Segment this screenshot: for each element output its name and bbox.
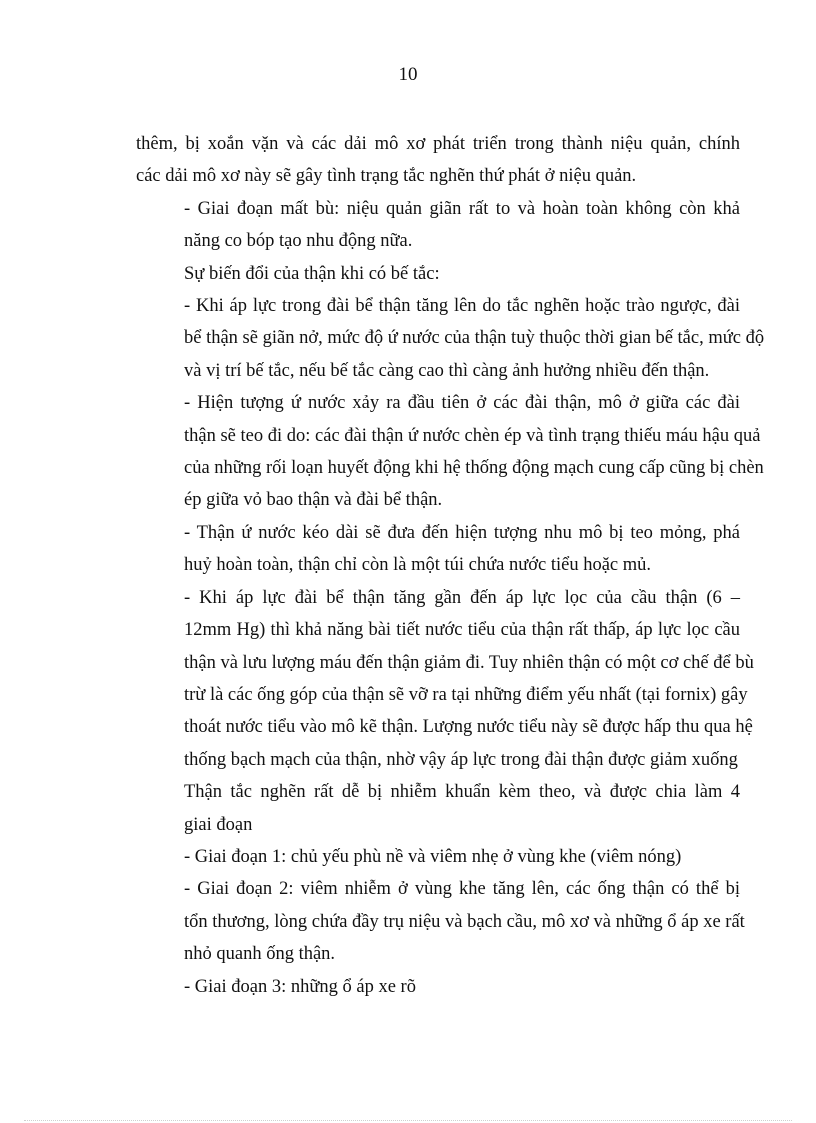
text-line: - Khi áp lực trong đài bể thận tăng lên do tắc nghẽn hoặc trào ngược, đài xyxy=(184,296,740,317)
text-line: - Giai đoạn 2: viêm nhiễm ở vùng khe tăng lên, các ống thận có thể bị xyxy=(184,879,740,900)
text-line: huỷ hoàn toàn, thận chỉ còn là một túi chứa nước tiểu hoặc mủ. xyxy=(184,555,652,576)
text-line: tổn thương, lòng chứa đầy trụ niệu và bạch cầu, mô xơ và những ổ áp xe rất xyxy=(184,911,745,932)
text-line: - Khi áp lực đài bể thận tăng gần đến áp lực lọc của cầu thận (6 – xyxy=(184,587,740,608)
paragraph xyxy=(136,582,754,776)
text-line: Thận tắc nghẽn rất dễ bị nhiễm khuẩn kèm theo, và được chia làm 4 xyxy=(184,782,740,803)
text-line: - Giai đoạn 1: chủ yếu phù nề và viêm nhẹ ở vùng khe (viêm nóng) xyxy=(184,846,682,867)
text-line: năng co bóp tạo nhu động nữa. xyxy=(184,231,413,252)
text-line: - Giai đoạn 3: những ổ áp xe rõ xyxy=(184,976,416,997)
text-line: Sự biến đổi của thận khi có bế tắc: xyxy=(184,263,440,284)
text-line: - Giai đoạn mất bù: niệu quản giãn rất to và hoàn toàn không còn khả xyxy=(184,198,740,219)
paragraph xyxy=(136,873,745,970)
text-line: thêm, bị xoắn vặn và các dải mô xơ phát triển trong thành niệu quản, chính xyxy=(136,134,740,154)
text-line: - Thận ứ nước kéo dài sẽ đưa đến hiện tượng nhu mô bị teo mỏng, phá xyxy=(184,522,740,543)
text-line: thoát nước tiểu vào mô kẽ thận. Lượng nước tiểu này sẽ được hấp thu qua hệ xyxy=(184,717,753,738)
paragraph xyxy=(136,971,740,1003)
page-bottom-divider xyxy=(24,1120,792,1121)
paragraph xyxy=(136,517,740,582)
paragraph xyxy=(136,193,740,258)
text-line: giai đoạn xyxy=(184,814,253,835)
text-line: nhỏ quanh ống thận. xyxy=(184,944,336,965)
paragraph xyxy=(136,387,764,517)
text-line: 12mm Hg) thì khả năng bài tiết nước tiểu của thận rất thấp, áp lực lọc cầu xyxy=(184,620,740,641)
text-line: thận và lưu lượng máu đến thận giảm đi. Tuy nhiên thận có một cơ chế để bù xyxy=(184,652,754,673)
text-line: các dải mô xơ này sẽ gây tình trạng tắc nghẽn thứ phát ở niệu quản. xyxy=(136,166,637,187)
text-line: ép giữa vỏ bao thận và đài bể thận. xyxy=(184,490,443,511)
text-line: thận sẽ teo đi do: các đài thận ứ nước chèn ép và tình trạng thiếu máu hậu quả xyxy=(184,425,761,446)
text-line: bể thận sẽ giãn nở, mức độ ứ nước của thận tuỳ thuộc thời gian bế tắc, mức độ xyxy=(184,328,765,349)
body-text xyxy=(136,128,765,1003)
text-line: trừ là các ống góp của thận sẽ vỡ ra tại những điểm yếu nhất (tại fornix) gây xyxy=(184,684,748,705)
paragraph xyxy=(136,776,740,841)
text-line: thống bạch mạch của thận, nhờ vậy áp lực trong đài thận được giảm xuống xyxy=(184,749,738,770)
paragraph xyxy=(136,128,740,193)
text-line: của những rối loạn huyết động khi hệ thống động mạch cung cấp cũng bị chèn xyxy=(184,458,764,479)
paragraph xyxy=(136,258,740,290)
paragraph xyxy=(136,841,740,873)
paragraph xyxy=(136,290,765,387)
text-line: và vị trí bế tắc, nếu bế tắc càng cao thì càng ảnh hưởng nhiều đến thận. xyxy=(184,360,710,381)
page-number: 10 xyxy=(398,64,418,85)
text-line: - Hiện tượng ứ nước xảy ra đầu tiên ở các đài thận, mô ở giữa các đài xyxy=(184,393,740,414)
